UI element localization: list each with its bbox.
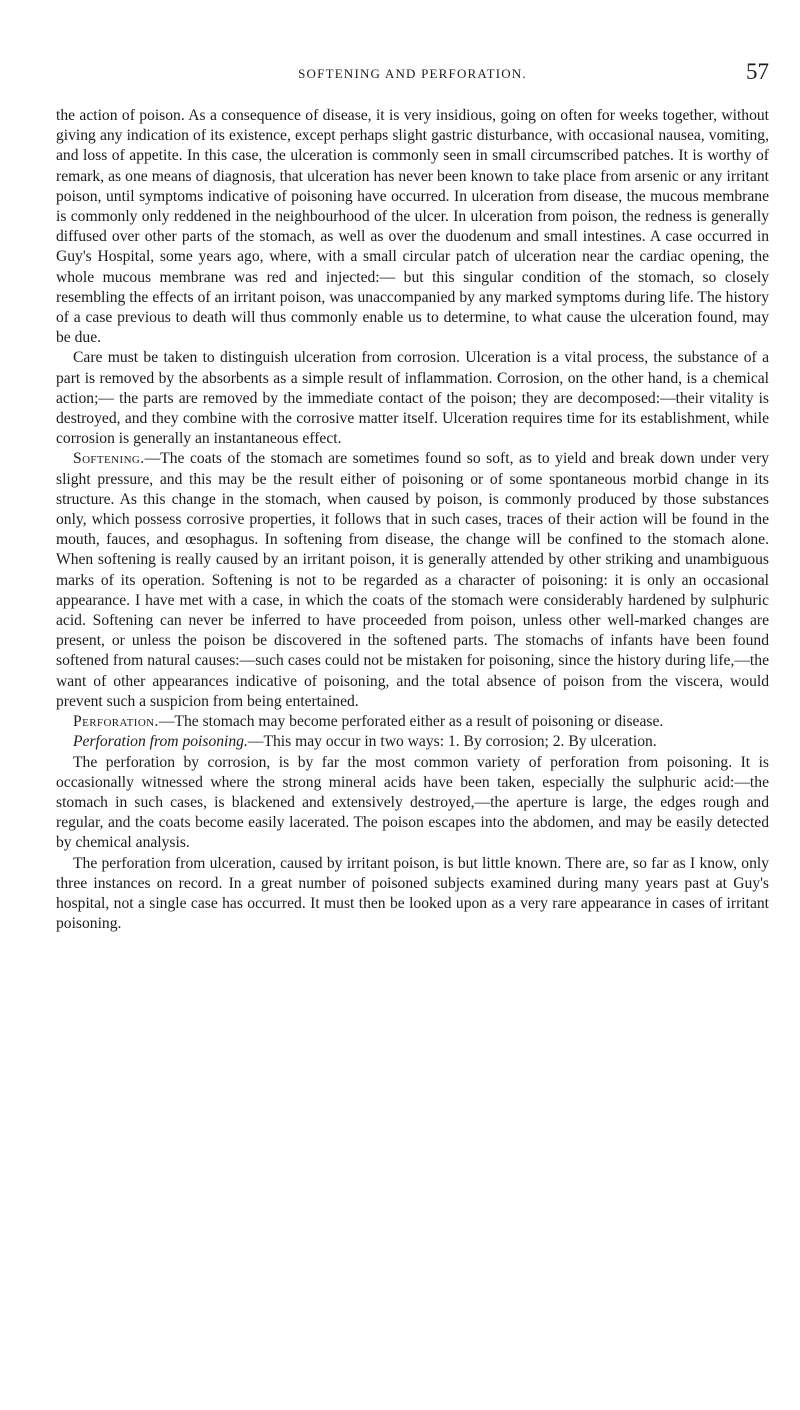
body-text — [56, 106, 769, 934]
paragraph-perforation-by-corrosion: The perforation by corrosion, is by far the most common variety of perforation from poisoning. It is occasionally witnessed where the strong mineral acids have been taken, especially the sulphuric acid:—the stomach in such cases, is blackened and extensively destroyed,—the aperture is large, the edges rough and regular, and the coats become easily lacerated. The poison escapes into the abdomen, and may be easily detected by chemical analysis. — [56, 753, 769, 852]
paragraph-perforation — [56, 712, 769, 732]
running-head: SOFTENING AND PERFORATION. — [298, 66, 527, 81]
page-number: 57 — [746, 59, 769, 84]
page-header — [56, 59, 769, 96]
paragraph-softening — [56, 449, 769, 712]
paragraph-perforation-text: —The stomach may become perforated either as a result of poisoning or disease. — [158, 713, 664, 731]
paragraph-perforation-from-poisoning — [56, 732, 769, 752]
paragraph-ulceration-vs-corrosion: Care must be taken to distinguish ulceration from corrosion. Ulceration is a vital process, the substance of a part is removed by the absorbents as a simple result of inflammation. Corrosion, on the other hand, is a chemical action;— the parts are removed by the immediate contact of the poison; they are decomposed:—their vitality is destroyed, and they combine with the corrosive matter itself. Ulceration requires time for its establishment, while corrosion is generally an instantaneous effect. — [56, 349, 769, 448]
paragraph-ulceration-diagnosis: the action of poison. As a consequence of disease, it is very insidious, going on often for weeks together, without giving any indication of its existence, except perhaps slight gastric disturbance, with occasional nausea, vomiting, and loss of appetite. In this case, the ulceration is commonly seen in small circumscribed patches. It is worthy of remark, as one means of diagnosis, that ulceration has never been known to take place from arsenic or any irritant poison, until symptoms indicative of poisoning have occurred. In ulceration from disease, the mucous membrane is commonly only reddened in the neighbourhood of the ulcer. In ulceration from poison, the redness is generally diffused over other parts of the stomach, as well as over the duodenum and small intestines. A case occurred in Guy's Hospital, some years ago, where, with a small circular patch of ulceration near the cardiac opening, the whole mucous membrane was red and injected:— but this singular condition of the stomach, so closely resembling the effects of an irritant poison, was unaccompanied by any marked symptoms during life. The history of a case previous to death will thus commonly enable us to determine, to what cause the ulceration found, may be due. — [56, 107, 769, 347]
section-heading-softening: Softening. — [73, 450, 145, 468]
book-page — [56, 0, 769, 934]
paragraph-perforation-from-poisoning-text: —This may occur in two ways: 1. By corrosion; 2. By ulceration. — [247, 733, 657, 751]
subheading-perforation-from-poisoning: Perforation from poisoning. — [73, 733, 248, 751]
paragraph-softening-text: —The coats of the stomach are sometimes found so soft, as to yield and break down under very slight pressure, and this may be the result either of poisoning or of some spontaneous morbid change in its structure. As this change in the stomach, when caused by poison, is commonly produced by those substances only, which possess corrosive properties, it follows that in such cases, traces of their action will be found in the mouth, fauces, and œsophagus. In softening from disease, the change will be confined to the stomach alone. When softening is really caused by an irritant poison, it is generally attended by other striking and unambiguous marks of its operation. Softening is not to be regarded as a character of poisoning: it is only an occasional appearance. I have met with a case, in which the coats of the stomach were considerably hardened by sulphuric acid. Softening can never be inferred to have proceeded from poison, unless other well-marked changes are present, or unless the poison be discovered in the softened parts. The stomachs of infants have been found softened from natural causes:—such cases could not be mistaken for poisoning, since the history during life,—the want of other appearances indicative of poisoning, and the total absence of poison from the viscera, would prevent such a suspicion from being entertained. — [56, 450, 769, 710]
section-heading-perforation: Perforation. — [73, 713, 159, 731]
paragraph-perforation-from-ulceration: The perforation from ulceration, caused by irritant poison, is but little known. There are, so far as I know, only three instances on record. In a great number of poisoned subjects examined during many years past at Guy's hospital, not a single case has occurred. It must then be looked upon as a very rare appearance in cases of irritant poisoning. — [56, 854, 769, 933]
